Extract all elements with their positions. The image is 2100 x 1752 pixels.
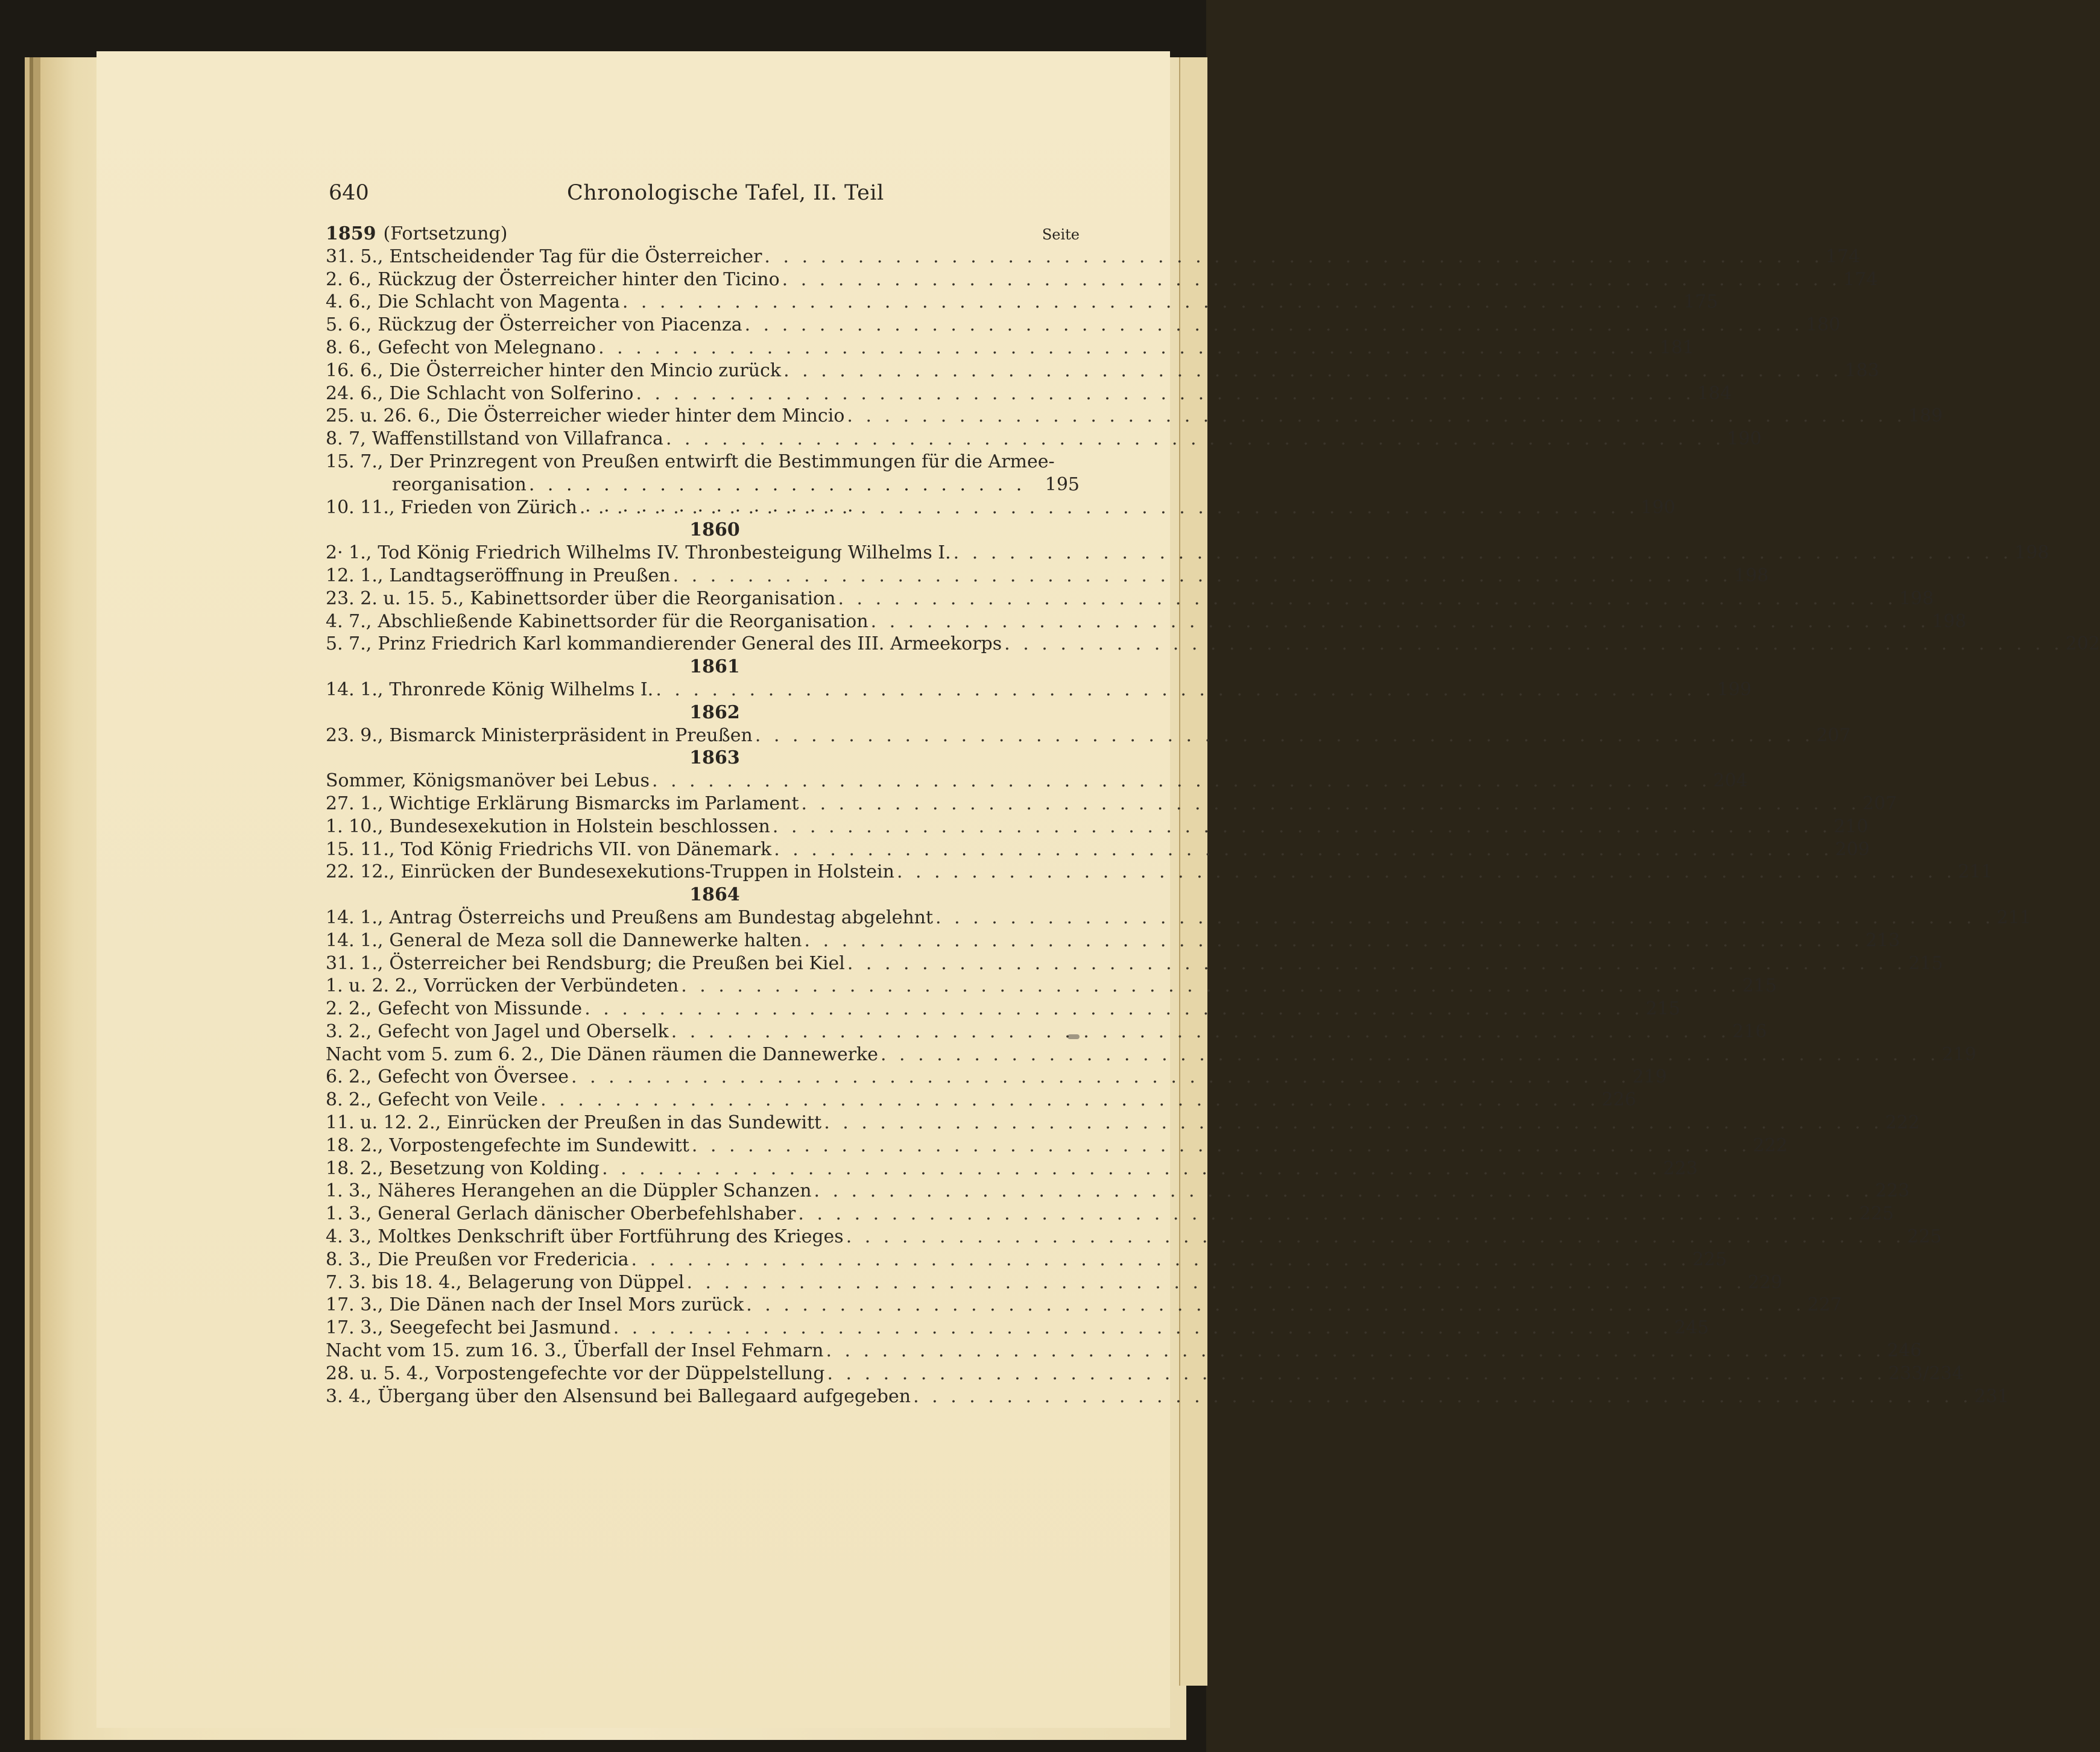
entry-page: 216 — [1732, 1020, 1767, 1042]
dot-leader — [629, 1249, 1693, 1270]
entries-1860 — [326, 542, 2100, 656]
dot-leader — [569, 1066, 1633, 1087]
entry-page: 199 — [1716, 678, 1752, 700]
entry-text: Übergang über den Alsensund bei Ballegaard aufgegeben — [378, 1385, 911, 1407]
table-row — [326, 1134, 1788, 1158]
entry-date: 2. 6., — [326, 268, 372, 290]
entry-text: Bundesexekution in Holstein beschlossen — [389, 815, 770, 837]
entry-page: 204 — [1713, 770, 1748, 792]
entry-text: Die Dänen nach der Insel Mors zurück — [389, 1294, 744, 1316]
dot-leader — [653, 679, 1717, 700]
dot-leader — [762, 246, 1826, 267]
year-heading-1862: 1862 — [689, 701, 740, 723]
year-heading-1863: 1863 — [689, 747, 740, 769]
dot-leader — [799, 793, 1863, 814]
entry-page: 219 — [1632, 1066, 1667, 1088]
dot-leader — [742, 314, 1806, 335]
entry-page: 211 — [1996, 906, 2031, 928]
entry-page: 198 — [1899, 587, 1934, 609]
entry-date: 8. 6., — [326, 337, 372, 358]
entry-page: 227 — [1807, 1294, 1842, 1316]
table-row — [326, 724, 1851, 748]
page-header — [326, 175, 1080, 211]
entry-text: Näheres Herangehen an die Düppler Schanzen — [378, 1180, 812, 1202]
dot-leader — [684, 1272, 1748, 1293]
table-row — [326, 1294, 1842, 1317]
entry-page: 189 — [1908, 405, 1943, 427]
entry-date: 23. 9., — [326, 724, 384, 746]
entry-page: 180 — [1806, 314, 1841, 336]
entry-page: 223 — [1663, 1157, 1698, 1179]
dot-leader — [650, 770, 1713, 791]
table-row — [326, 1248, 1727, 1272]
dot-leader — [669, 1021, 1733, 1042]
entry-page: 231 — [1974, 1385, 2009, 1407]
table-row — [326, 1226, 1942, 1249]
entry-text: Einrücken der Bundesexekutions-Truppen in Holstein — [400, 861, 894, 883]
year-label: 1859 — [326, 223, 376, 244]
entry-text: Prinz Friedrich Karl kommandierender General des III. Armeekorps — [378, 633, 1002, 655]
table-row — [326, 1112, 1920, 1135]
entry-date: 15. 7., — [326, 451, 384, 472]
entry-date: 23. 2. u. 15. 5., — [326, 587, 464, 609]
year-heading-1860: 1860 — [689, 519, 740, 541]
entries-1863 — [326, 770, 1993, 884]
entry-text: Rückzug der Österreicher hinter den Ticino — [378, 268, 780, 290]
entry-text: Königsmanöver bei Lebus — [412, 770, 650, 792]
entry-text: Die Schlacht von Solferino — [389, 382, 634, 404]
entries-1861 — [326, 678, 1752, 702]
dot-leader — [821, 1112, 1885, 1133]
table-row — [326, 861, 1993, 884]
entry-date: 5. 6., — [326, 314, 372, 336]
entry-date: Sommer, — [326, 770, 406, 792]
entry-text: Überfall der Insel Fehmarn — [573, 1340, 824, 1362]
entry-page: 174 — [1843, 268, 1878, 290]
entry-page: 215 — [1742, 975, 1777, 997]
entry-date: 4. 7., — [326, 610, 372, 632]
entry-date: 3. 4., — [326, 1385, 372, 1407]
dot-leader — [781, 360, 1845, 381]
seite-column-label: Seite — [1042, 226, 1080, 243]
entry-page: 215 — [1645, 998, 1681, 1020]
dot-leader — [795, 1203, 1859, 1224]
entry-date: 24. 6., — [326, 382, 384, 404]
entry-text: Kabinettsorder über die Reorganisation — [470, 587, 836, 609]
chronology-table — [326, 223, 2100, 1408]
table-row — [326, 291, 1718, 314]
table-row — [326, 405, 1943, 428]
entry-text: Die Schlacht von Magenta — [378, 291, 620, 313]
entry-page: 215 — [1908, 952, 1943, 974]
table-row — [326, 1157, 1698, 1181]
table-row — [326, 1203, 1894, 1226]
entry-page: 195 — [1045, 473, 1080, 495]
dot-leader — [951, 542, 2015, 563]
table-row — [326, 496, 1675, 520]
entry-page: 210 — [1833, 815, 1868, 837]
dot-leader — [812, 1180, 1876, 1201]
entry-text-continuation: reorganisation — [392, 473, 527, 495]
entry-date: 4. 3., — [326, 1226, 372, 1248]
dot-leader — [599, 1158, 1663, 1179]
entry-page: 219 — [1941, 1043, 1976, 1065]
table-row — [326, 1020, 1767, 1044]
table-row — [326, 1043, 1976, 1067]
entry-page: 225 — [1907, 1226, 1942, 1248]
entry-text: Österreicher bei Rendsburg; die Preußen bei Kiel — [389, 952, 845, 974]
dot-leader — [911, 1386, 1975, 1407]
entry-text: General de Meza soll die Dannewerke halten — [389, 929, 802, 951]
table-row — [326, 382, 1732, 406]
table-row — [326, 1340, 1922, 1363]
entry-text: Gefecht von Melegnano — [378, 337, 596, 358]
dot-leader — [878, 1044, 1942, 1065]
entry-text: Gefecht von Missunde — [378, 998, 583, 1020]
year-line-1859 — [326, 223, 1080, 246]
entry-date: 14. 1., — [326, 929, 384, 951]
table-row — [326, 245, 1861, 269]
entry-date: Nacht vom 5. zum 6. 2., — [326, 1043, 545, 1065]
entry-date: 14. 1., — [326, 678, 384, 700]
table-row — [326, 337, 1694, 360]
table-row — [326, 359, 1879, 383]
dot-leader — [844, 405, 1908, 426]
entry-page: 225 — [1859, 1203, 1894, 1225]
entry-date: 18. 2., — [326, 1157, 384, 1179]
dot-leader — [835, 588, 1899, 609]
entry-page: 184 — [1697, 382, 1732, 404]
entry-date: 8. 2., — [326, 1089, 372, 1111]
table-row — [326, 1317, 1709, 1340]
entry-date: 1. 3., — [326, 1180, 372, 1202]
entries-1862 — [326, 724, 1851, 748]
entry-page: 183 — [1844, 359, 1879, 381]
table-row — [326, 770, 1748, 793]
dot-leader — [577, 497, 1641, 518]
entry-page: 190 — [1727, 428, 1762, 450]
dot-leader — [823, 1340, 1887, 1361]
entry-text: Belagerung von Düppel — [467, 1271, 685, 1293]
dot-leader — [620, 291, 1684, 312]
entry-text: Vorpostengefechte im Sundewitt — [389, 1134, 689, 1156]
entry-page: 222 — [1753, 1134, 1788, 1156]
entry-date: 16. 6., — [326, 359, 384, 381]
table-row — [326, 975, 1777, 998]
entry-date: 2· 1., — [326, 542, 372, 564]
entry-date: 10. 11., — [326, 496, 395, 518]
dot-leader — [663, 428, 1727, 449]
dot-leader — [596, 337, 1660, 358]
year-heading-1864: 1864 — [689, 884, 740, 906]
entry-date: 8. 3., — [326, 1248, 372, 1270]
entry-page: 222 — [1885, 1112, 1920, 1134]
entry-text: Gefecht von Jagel und Oberselk — [378, 1020, 669, 1042]
entry-page: 198 — [1734, 564, 1769, 586]
table-row — [326, 792, 1897, 816]
dot-leader — [894, 861, 1958, 882]
entry-date: 12. 1., — [326, 564, 384, 586]
entry-page: 223 — [1875, 1180, 1910, 1202]
entry-text: General Gerlach dänischer Oberbefehlshaber — [378, 1203, 796, 1225]
continuation-label: (Fortsetzung) — [383, 223, 508, 244]
table-row-continuation — [326, 474, 1080, 497]
entry-page: 211 — [1958, 861, 1993, 883]
entry-date: 11. u. 12. 2., — [326, 1112, 441, 1134]
entry-page: 174 — [1826, 245, 1861, 267]
entry-date: 2. 2., — [326, 998, 372, 1020]
entry-date: 1. 10., — [326, 815, 384, 837]
entry-date: 4. 6., — [326, 291, 372, 313]
table-row — [326, 610, 1967, 634]
entry-date: 8. 7, — [326, 428, 366, 450]
dot-leader — [771, 839, 1835, 860]
entry-text: Vorrücken der Verbündeten — [423, 975, 679, 997]
entry-page: 202 — [2065, 633, 2100, 655]
entry-text: Die Preußen vor Fredericia — [378, 1248, 629, 1270]
entry-text: Thronrede König Wilhelms I. — [389, 678, 654, 700]
entry-date: 18. 2., — [326, 1134, 384, 1156]
entry-date: Nacht vom 15. zum 16. 3., — [326, 1340, 568, 1362]
entry-page: 190 — [1640, 496, 1675, 518]
dot-leader — [678, 975, 1742, 996]
dot-leader — [753, 725, 1817, 746]
dot-leader — [611, 1317, 1675, 1338]
entry-text: Die Österreicher hinter den Mincio zurück — [389, 359, 782, 381]
entry-date: 17. 3., — [326, 1294, 384, 1316]
table-row — [326, 587, 1934, 611]
entry-page: 181 — [1659, 337, 1694, 358]
entry-page: 198 — [2014, 542, 2049, 564]
entry-text: Einrücken der Preußen in das Sundewitt — [447, 1112, 822, 1134]
page-content — [326, 175, 2100, 1407]
table-row — [326, 1180, 1910, 1203]
table-row — [326, 678, 1752, 702]
entry-text: Abschließende Kabinettsorder für die Reorganisation — [378, 610, 868, 632]
dot-leader — [1002, 633, 2066, 654]
entry-page: 209 — [1835, 838, 1870, 860]
entries-1864 — [326, 906, 2031, 1409]
running-title: Chronologische Tafel, II. Teil — [567, 181, 884, 205]
entry-text: Gefecht von Veile — [378, 1089, 539, 1111]
entry-date: 31. 1., — [326, 952, 384, 974]
dot-leader — [671, 565, 1735, 586]
table-row — [326, 564, 1769, 588]
table-row — [326, 633, 2100, 656]
entry-text: Vorpostengefechte vor der Düppelstellung — [435, 1362, 825, 1384]
dot-leader — [538, 1089, 1602, 1110]
entry-date: 31. 5., — [326, 245, 384, 267]
entry-text: Gefecht von Översee — [378, 1066, 569, 1088]
table-row — [326, 268, 1878, 292]
dot-leader — [633, 383, 1697, 404]
entry-date: 6. 2., — [326, 1066, 372, 1088]
entry-page: 246 — [1887, 1340, 1922, 1362]
table-row — [326, 929, 1900, 953]
table-row — [326, 1385, 2009, 1409]
entry-text: Bismarck Ministerpräsident in Preußen — [389, 724, 753, 746]
table-row — [326, 451, 1080, 474]
entry-date: 25. u. 26. 6., — [326, 405, 441, 427]
entry-page: 213 — [1865, 929, 1900, 951]
dot-leader — [780, 269, 1844, 290]
entry-page: 233/234 — [1888, 1362, 1964, 1384]
dot-leader — [582, 998, 1646, 1019]
table-row — [326, 1271, 1783, 1295]
entry-date: 1. u. 2. 2., — [326, 975, 418, 997]
dot-leader — [845, 953, 1909, 974]
entry-page: 207 — [1816, 724, 1851, 746]
entry-text: Besetzung von Kolding — [389, 1157, 600, 1179]
dot-leader — [689, 1135, 1753, 1156]
entry-text: Antrag Österreichs und Preußens am Bundestag abgelehnt — [389, 906, 934, 928]
table-row — [326, 314, 1841, 337]
entry-date: 1. 3., — [326, 1203, 372, 1225]
entry-text: Seegefecht bei Jasmund — [389, 1317, 611, 1339]
dot-leader — [824, 1363, 1888, 1384]
table-row — [326, 1089, 1636, 1112]
entry-text: Der Prinzregent von Preußen entwirft die Bestimmungen für die Armee- — [389, 451, 1055, 472]
entry-text: Rückzug der Österreicher von Piacenza — [378, 314, 742, 336]
entry-page: 226 — [1601, 1089, 1636, 1111]
entry-date: 28. u. 5. 4., — [326, 1362, 429, 1384]
entry-text: Waffenstillstand von Villafranca — [372, 428, 663, 450]
entry-text: Landtagseröffnung in Preußen — [389, 564, 671, 586]
entry-text: Moltkes Denkschrift über Fortführung des Krieges — [378, 1226, 844, 1248]
entries-1859 — [326, 245, 1943, 451]
table-row — [326, 998, 1681, 1021]
entry-page: 245 — [1674, 1317, 1709, 1339]
entry-date: 14. 1., — [326, 906, 384, 928]
entry-text: Frieden von Zürich — [400, 496, 577, 518]
entry-date: 17. 3., — [326, 1317, 384, 1339]
dot-leader — [868, 611, 1932, 632]
table-row — [326, 906, 2031, 930]
entry-date: 22. 12., — [326, 861, 395, 883]
dot-leader — [933, 907, 1997, 928]
entry-page: 175 — [1683, 291, 1718, 313]
dot-leader — [770, 816, 1834, 837]
entry-text: Tod König Friedrich Wilhelms IV. Thronbesteigung Wilhelms I. — [378, 542, 951, 564]
entry-date: 15. 11., — [326, 838, 395, 860]
table-row — [326, 952, 1943, 976]
table-row — [326, 838, 1870, 862]
dot-leader — [844, 1226, 1908, 1247]
entry-text: Wichtige Erklärung Bismarcks im Parlament — [389, 792, 799, 814]
entry-page: 225 — [1692, 1248, 1727, 1270]
entry-text: Entscheidender Tag für die Österreicher — [389, 245, 762, 267]
entry-date: 27. 1., — [326, 792, 384, 814]
entry-page: 198 — [1932, 610, 1967, 632]
table-row — [326, 1066, 1667, 1089]
entry-text: Tod König Friedrichs VII. von Dänemark — [400, 838, 772, 860]
entry-text: Die Dänen räumen die Dannewerke — [550, 1043, 878, 1065]
page-number: 640 — [329, 181, 369, 205]
table-row — [326, 428, 1762, 451]
dot-leader — [802, 930, 1866, 951]
entry-page: 229 — [1748, 1271, 1783, 1293]
entry-text: Die Österreicher wieder hinter dem Mincio — [447, 405, 845, 427]
entry-page: 207 — [1862, 792, 1897, 814]
year-heading-1861: 1861 — [689, 656, 740, 678]
dot-leader — [744, 1294, 1807, 1315]
table-row — [326, 815, 1868, 839]
table-row — [326, 1362, 1964, 1386]
entry-date: 5. 7., — [326, 633, 372, 655]
table-row — [326, 542, 2049, 565]
entry-date: 3. 2., — [326, 1020, 372, 1042]
entry-date: 7. 3. bis 18. 4., — [326, 1271, 462, 1293]
